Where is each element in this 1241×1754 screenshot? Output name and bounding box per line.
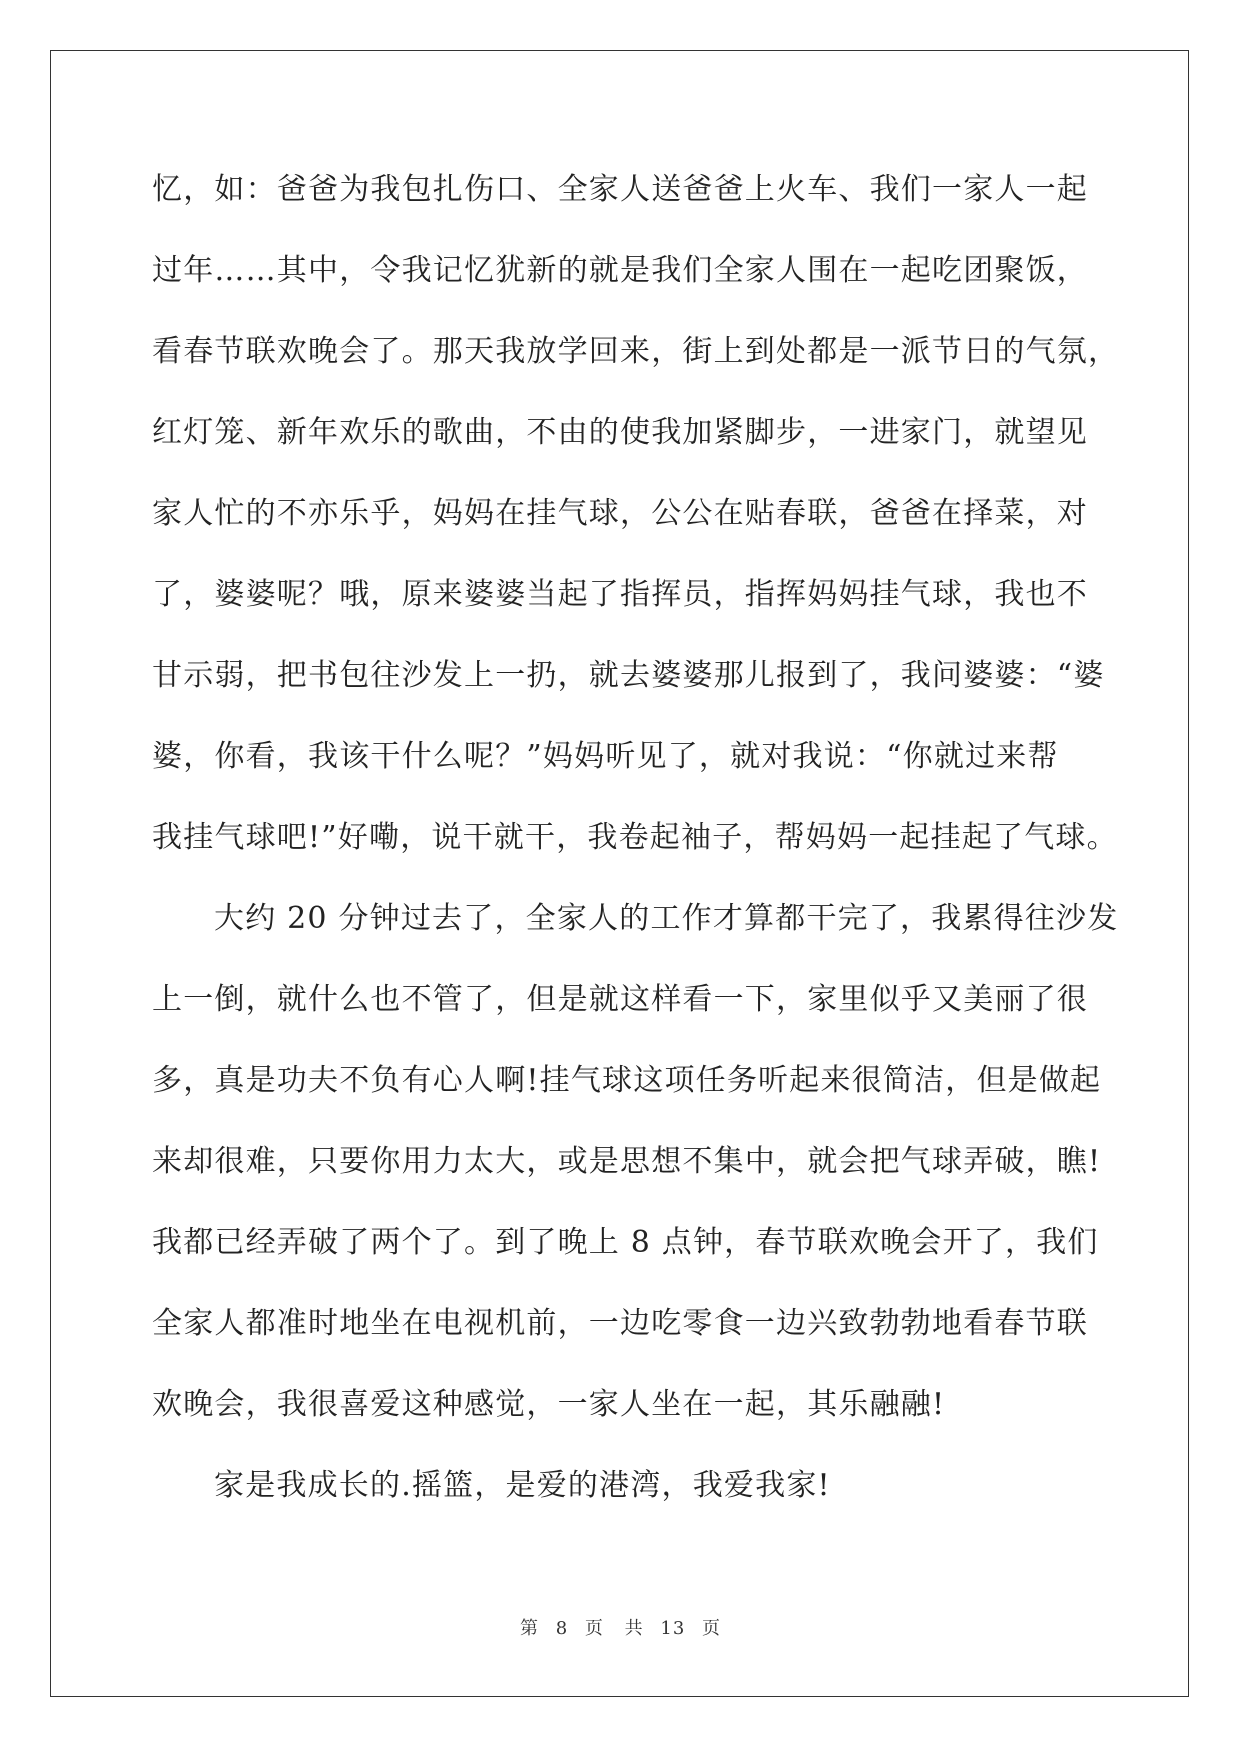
- text-line: 红灯笼、新年欢乐的歌曲，不由的使我加紧脚步，一进家门，就望见: [152, 415, 1088, 450]
- page-total: 共 13 页: [624, 1618, 721, 1639]
- text-line: 了，婆婆呢？哦，原来婆婆当起了指挥员，指挥妈妈挂气球，我也不: [152, 577, 1088, 612]
- text-line: 看春节联欢晚会了。那天我放学回来，街上到处都是一派节日的气氛，: [152, 334, 1120, 369]
- text-line: 我挂气球吧!”好嘞，说干就干，我卷起袖子，帮妈妈一起挂起了气球。: [152, 820, 1118, 855]
- text-line: 婆，你看，我该干什么呢？”妈妈听见了，就对我说：“你就过来帮: [152, 739, 1059, 774]
- text-line: 欢晚会，我很喜爱这种感觉，一家人坐在一起，其乐融融!: [152, 1387, 946, 1422]
- text-line: 我都已经弄破了两个了。到了晚上 8 点钟，春节联欢晚会开了，我们: [152, 1225, 1099, 1260]
- text-line-paragraph-start: 家是我成长的.摇篮，是爱的港湾，我爱我家!: [214, 1468, 831, 1503]
- page-number: 第 8 页: [520, 1618, 604, 1639]
- text-line: 来却很难，只要你用力太大，或是思想不集中，就会把气球弄破，瞧!: [152, 1144, 1102, 1179]
- text-line: 过年……其中，令我记忆犹新的就是我们全家人围在一起吃团聚饭，: [152, 253, 1088, 288]
- text-line: 甘示弱，把书包往沙发上一扔，就去婆婆那儿报到了，我问婆婆：“婆: [152, 658, 1105, 693]
- text-line-paragraph-start: 大约 20 分钟过去了，全家人的工作才算都干完了，我累得往沙发: [214, 901, 1119, 936]
- text-line: 上一倒，就什么也不管了，但是就这样看一下，家里似乎又美丽了很: [152, 982, 1088, 1017]
- text-line: 多，真是功夫不负有心人啊!挂气球这项任务听起来很简洁，但是做起: [152, 1063, 1102, 1098]
- text-line: 家人忙的不亦乐乎，妈妈在挂气球，公公在贴春联，爸爸在择菜，对: [152, 496, 1088, 531]
- text-line: 忆，如：爸爸为我包扎伤口、全家人送爸爸上火车、我们一家人一起: [152, 172, 1088, 207]
- page-footer: [0, 1614, 1241, 1640]
- document-body: [152, 158, 1120, 1535]
- text-line: 全家人都准时地坐在电视机前，一边吃零食一边兴致勃勃地看春节联: [152, 1306, 1088, 1341]
